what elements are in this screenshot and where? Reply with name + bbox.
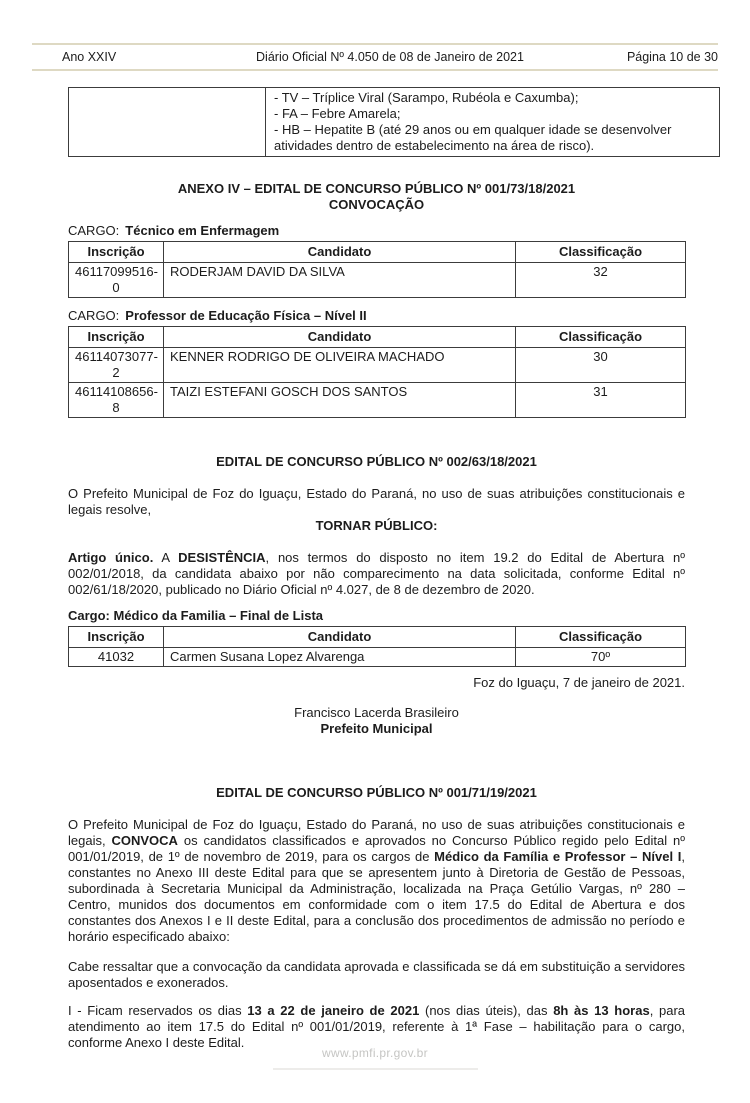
cell-classificacao: 32 xyxy=(516,263,686,298)
paragraph-segment: O Prefeito Municipal de Foz do Iguaçu, Estado do Paraná, no uso de suas atribuições constitucionais e legais, xyxy=(68,817,685,848)
artigo-label: Artigo único. xyxy=(68,550,154,565)
tornar-publico-heading: TORNAR PÚBLICO: xyxy=(315,518,438,533)
cargo-value: Técnico em Enfermagem xyxy=(125,223,280,238)
col-header-candidato: Candidato xyxy=(164,327,516,348)
cell-inscricao: 46114073077-2 xyxy=(69,348,164,383)
paragraph-segment: , nos termos do disposto no item 19.2 do Edital de Abertura nº 002/01/2018, da candidata abaixo por não comparecimento na data solicitada, conforme Edital nº 002/61/18/2020, publicado no Diário Oficial nº 4.027, de 8 de dezembro de 2020. xyxy=(68,550,685,597)
cargo-line-professor-ed-fisica xyxy=(68,308,685,324)
cargo-line-tecnico-enfermagem xyxy=(68,223,685,239)
header-gazette-title: Diário Oficial Nº 4.050 de 08 de Janeiro de 2021 xyxy=(256,50,524,64)
vaccine-continuation-table xyxy=(68,87,720,157)
paragraph-segment: (nos dias úteis), das xyxy=(419,1003,554,1018)
vaccine-line-tv: - TV – Tríplice Viral (Sarampo, Rubéola e Caxumba); xyxy=(274,90,579,105)
cell-inscricao: 46114108656-8 xyxy=(69,383,164,418)
table-header-row xyxy=(69,327,686,348)
cell-classificacao: 31 xyxy=(516,383,686,418)
col-header-inscricao: Inscrição xyxy=(69,242,164,263)
hours-term: 8h às 13 horas xyxy=(553,1003,650,1018)
col-header-classificacao: Classificação xyxy=(516,242,686,263)
paragraph-segment: , para atendimento ao item 17.5 do Edital nº 001/01/2019, referente à 1ª Fase – habilitação para o cargo, conforme Anexo I deste Edital. xyxy=(68,1003,686,1050)
table-header-row xyxy=(69,627,686,648)
paragraph-segment: os candidatos classificados e aprovados no Concurso Público regido pelo Edital nº 001/01/2019, de 1º de novembro de 2019, para os cargos de xyxy=(68,833,685,864)
cell-inscricao: 46117099516-0 xyxy=(69,263,164,298)
date-place-line: Foz do Iguaçu, 7 de janeiro de 2021. xyxy=(473,675,685,690)
cell-candidato: TAIZI ESTEFANI GOSCH DOS SANTOS xyxy=(164,383,516,418)
paragraph-segment: , constantes no Anexo III deste Edital para que se apresentem junto à Diretoria de Gestão de Pessoas, subordinada à Secretaria Municipal da Administração, localizada na Praça Getúlio Vargas, nº 280 – Centro, munidos dos documentos em conformidade com o item 17.5 do Edital de Abertura e dos constantes dos Anexos I e II deste Edital, para a conclusão dos procedimentos de admissão no período e horário especificado abaixo: xyxy=(68,849,685,944)
artigo-unico-paragraph xyxy=(68,550,685,598)
signature-title: Prefeito Municipal xyxy=(320,721,433,736)
cell-candidato: RODERJAM DAVID DA SILVA xyxy=(164,263,516,298)
col-header-classificacao: Classificação xyxy=(516,627,686,648)
table-row xyxy=(69,263,686,298)
cargo-line-medico-familia: Cargo: Médico da Familia – Final de Lista xyxy=(68,608,323,623)
edital2-title: EDITAL DE CONCURSO PÚBLICO Nº 002/63/18/2021 xyxy=(216,454,537,469)
document-body xyxy=(68,87,685,1051)
desistencia-term: DESISTÊNCIA xyxy=(178,550,266,565)
cargo-label: CARGO: xyxy=(68,223,120,238)
cargos-term: Médico da Família e Professor – Nível I xyxy=(434,849,682,864)
edital3-title: EDITAL DE CONCURSO PÚBLICO Nº 001/71/19/2021 xyxy=(216,785,537,800)
anexo4-title-line2: CONVOCAÇÃO xyxy=(328,197,425,212)
edital3-paragraph-1 xyxy=(68,817,685,945)
page-footer xyxy=(0,1045,750,1070)
paragraph-segment: A xyxy=(153,550,179,565)
vaccine-line-hb: - HB – Hepatite B (até 29 anos ou em qualquer idade se desenvolver atividades dentro de estabelecimento na área de risco). xyxy=(274,122,672,153)
col-header-candidato: Candidato xyxy=(164,627,516,648)
date-range-term: 13 a 22 de janeiro de 2021 xyxy=(247,1003,420,1018)
page-header xyxy=(32,43,718,71)
edital3-paragraph-2: Cabe ressaltar que a convocação da candidata aprovada e classificada se dá em substituição a servidores aposentados e exonerados. xyxy=(68,959,685,990)
cell-candidato: Carmen Susana Lopez Alvarenga xyxy=(164,648,516,667)
convocation-table-enfermagem xyxy=(68,241,686,298)
cell-candidato: KENNER RODRIGO DE OLIVEIRA MACHADO xyxy=(164,348,516,383)
paragraph-segment: I - Ficam reservados os dias xyxy=(68,1003,248,1018)
cell-inscricao: 41032 xyxy=(69,648,164,667)
vaccine-table-empty-cell xyxy=(69,88,266,157)
cargo-value: Professor de Educação Física – Nível II xyxy=(125,308,367,323)
cell-classificacao: 30 xyxy=(516,348,686,383)
footer-divider xyxy=(273,1068,478,1070)
vaccine-table-text-cell xyxy=(266,88,720,157)
convoca-term: CONVOCA xyxy=(111,833,178,848)
desistencia-table xyxy=(68,626,686,667)
table-row xyxy=(69,88,720,157)
header-page-number: Página 10 de 30 xyxy=(626,50,718,64)
col-header-candidato: Candidato xyxy=(164,242,516,263)
edital2-intro-paragraph: O Prefeito Municipal de Foz do Iguaçu, Estado do Paraná, no uso de suas atribuições constitucionais e legais resolve, xyxy=(68,486,685,517)
col-header-inscricao: Inscrição xyxy=(69,627,164,648)
footer-url: www.pmfi.pr.gov.br xyxy=(322,1046,428,1060)
col-header-inscricao: Inscrição xyxy=(69,327,164,348)
edital3-paragraph-3 xyxy=(68,1003,685,1051)
header-year: Ano XXIV xyxy=(62,50,117,64)
cell-classificacao: 70º xyxy=(516,648,686,667)
table-row xyxy=(69,648,686,667)
cargo-label: CARGO: xyxy=(68,308,120,323)
table-header-row xyxy=(69,242,686,263)
col-header-classificacao: Classificação xyxy=(516,327,686,348)
signature-name: Francisco Lacerda Brasileiro xyxy=(294,705,459,720)
anexo4-title-line1: ANEXO IV – EDITAL DE CONCURSO PÚBLICO Nº 001/73/18/2021 xyxy=(177,181,576,196)
table-row xyxy=(69,348,686,383)
vaccine-line-fa: - FA – Febre Amarela; xyxy=(274,106,401,121)
convocation-table-professor xyxy=(68,326,686,418)
table-row xyxy=(69,383,686,418)
signature-block xyxy=(68,705,685,737)
gazette-page xyxy=(0,43,750,1060)
